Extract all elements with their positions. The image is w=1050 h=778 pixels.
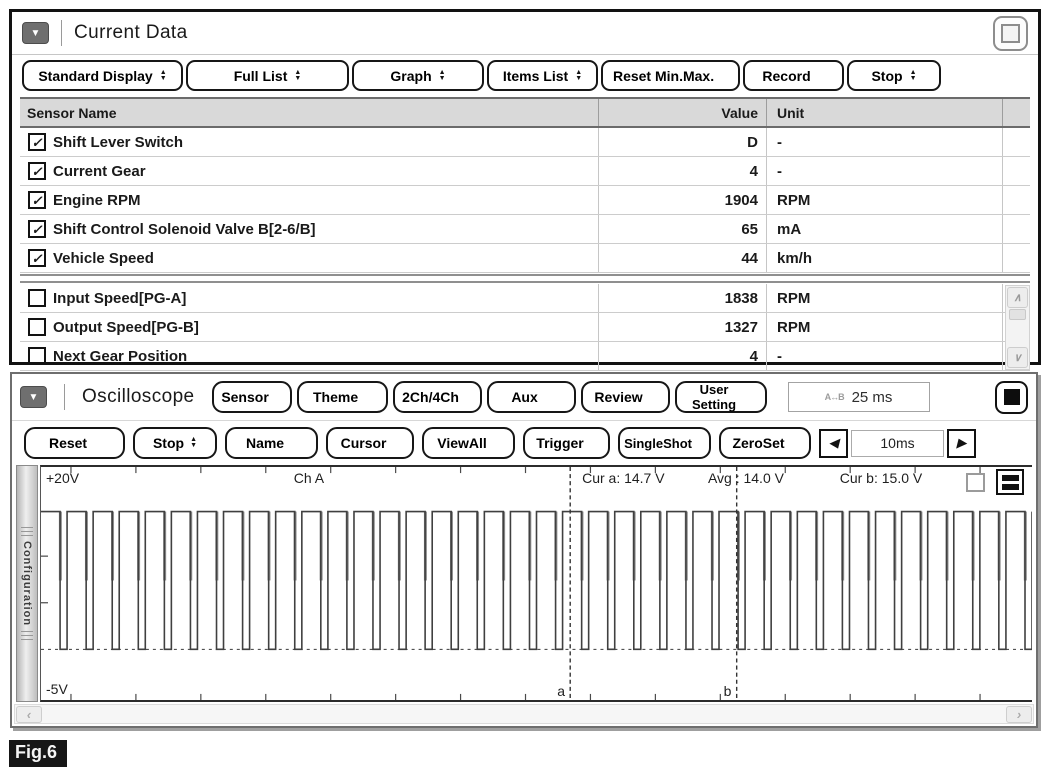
sensor-value-cell [598,284,766,312]
sensor-name-cell [20,157,598,185]
toolbar-button[interactable] [847,60,941,91]
scroll-up-button[interactable] [1007,287,1028,308]
sensor-name: Output Speed[PG-B] [53,318,199,336]
sensor-value-cell [598,128,766,156]
column-header-gutter [1002,99,1030,126]
chevron-right-icon: › [1016,706,1022,722]
timebase-increase-button[interactable] [947,429,976,458]
toolbar-button-label: Full List [233,67,288,84]
gutter-cell [1002,215,1030,243]
triangle-left-icon: ◀ [828,435,839,450]
divider [61,20,62,46]
sensor-name: Shift Control Solenoid Valve B[2-6/B] [53,220,316,238]
table-row[interactable] [20,157,1030,186]
channel-checkbox[interactable] [966,473,985,492]
current-data-toolbar [12,55,1038,97]
bottom-voltage-label: -5V [46,681,68,697]
sensor-name: Engine RPM [53,191,141,209]
chevron-down-icon: ▼ [28,391,39,403]
timebase-decrease-button[interactable] [819,429,848,458]
toolbar-button-label: Reset Min.Max. [612,67,715,84]
table-row[interactable] [20,313,1030,342]
sensor-unit-cell [766,128,1002,156]
waveform-plot [41,467,1032,700]
toolbar-button[interactable] [22,60,183,91]
scope-toolbar-button-label: Cursor [340,435,387,451]
oscilloscope-toolbar-bottom-row [12,421,1036,465]
gutter-cell [1002,157,1030,185]
scope-toolbar-button[interactable] [719,427,811,459]
chevron-down-icon: ▼ [30,27,41,39]
bar-icon [1002,484,1019,490]
column-header-sensor-name: Sensor Name [27,104,117,121]
toolbar-button-label: Record [762,67,811,84]
sensor-unit-cell [766,313,1002,341]
sensor-unit: mA [777,220,802,238]
chevron-down-icon: ∨ [1013,352,1022,364]
sensor-unit: - [777,347,782,365]
collapse-button[interactable] [22,22,49,44]
timebase-value: 10ms [851,430,944,457]
primary-rows [20,128,1030,273]
gutter-cell [1002,128,1030,156]
scroll-down-button[interactable] [1007,347,1028,368]
sensor-value-cell [598,186,766,214]
scope-toolbar-button-label: SingleShot [624,435,692,451]
scope-toolbar-button[interactable] [326,427,414,459]
sensor-name: Input Speed[PG-A] [53,289,187,307]
sensor-unit: - [777,133,782,151]
timebase-stepper [819,429,976,458]
current-data-header [12,12,1038,55]
sensor-table [20,97,1030,371]
grip-icon [21,527,33,536]
scope-toolbar-button-label: Review [594,389,643,405]
top-voltage-label: +20V [46,470,80,486]
spinner-icon: ▲ ▼ [294,68,302,82]
check-icon: ✓ [31,250,43,266]
scope-toolbar-button[interactable] [393,381,482,413]
sensor-name-cell [20,215,598,243]
row-checkbox[interactable] [28,133,46,151]
current-data-panel [9,9,1041,365]
scope-toolbar-button[interactable] [675,381,767,413]
table-row[interactable] [20,342,1030,371]
scope-toolbar-button-label: User Setting [692,382,737,412]
chevron-up-icon: ∧ [1013,292,1022,304]
divider [64,384,65,410]
scope-toolbar-button-label: Trigger [536,435,584,451]
scope-toolbar-button[interactable] [618,427,711,459]
check-icon: ✓ [31,221,43,237]
sensor-value: 1904 [724,191,758,209]
secondary-rows [20,284,1030,371]
sensor-value: 44 [741,249,758,267]
toolbar-button[interactable] [487,60,598,91]
sensor-name: Current Gear [53,162,146,180]
cursor-b-readout: Cur b: 15.0 V [839,470,923,486]
gutter-cell [1002,244,1030,272]
scrollbar-track[interactable] [1006,320,1029,346]
scope-toolbar-button[interactable] [24,427,125,459]
scope-display-area [16,465,1032,702]
vertical-scrollbar[interactable] [1005,285,1030,370]
sensor-value: 65 [741,220,758,238]
spinner-icon: ▲ ▼ [575,68,583,82]
toolbar-button[interactable] [186,60,349,91]
table-row[interactable] [20,215,1030,244]
sensor-unit-cell [766,244,1002,272]
maximize-button[interactable] [993,16,1028,51]
table-row[interactable] [20,186,1030,215]
scope-toolbar-button-label: Aux [511,389,538,405]
scope-toolbar-button-label: Stop [152,435,185,451]
gutter-cell [1002,186,1030,214]
spinner-icon: ▲ ▼ [190,436,198,449]
row-checkbox[interactable] [28,249,46,267]
toolbar-button[interactable] [601,60,740,91]
sensor-value-cell [598,313,766,341]
configuration-tab-label: Configuration [21,540,33,627]
cursor-delta-icon: A↔B [824,392,844,402]
collapse-button[interactable] [20,386,47,408]
sensor-unit: - [777,162,782,180]
column-header-unit: Unit [766,99,1002,126]
oscilloscope-header [12,374,1036,421]
sensor-value: 1327 [724,318,758,336]
scope-toolbar-button-label: ViewAll [437,435,487,451]
sensor-unit: km/h [777,249,813,267]
sensor-value-cell [598,157,766,185]
sensor-unit-cell [766,157,1002,185]
table-row[interactable] [20,284,1030,313]
toolbar-button-label: Standard Display [38,67,153,84]
scope-toolbar-button-label: ZeroSet [732,435,785,451]
check-icon: ✓ [31,163,43,179]
scope-toolbar-button-label: Sensor [221,389,269,405]
row-checkbox[interactable] [28,347,46,365]
average-readout: Avg : 14.0 V [707,470,784,486]
spinner-icon: ▲ ▼ [159,68,167,82]
sensor-unit-cell [766,215,1002,243]
sensor-name: Next Gear Position [53,347,188,365]
sensor-unit-cell [766,342,1002,370]
cursor-delta-value: 25 ms [851,388,893,406]
toolbar-button[interactable] [743,60,844,91]
row-checkbox[interactable] [28,162,46,180]
cursor-a-readout: Cur a: 14.7 V [582,470,665,486]
filled-square-icon [1004,389,1020,405]
sensor-unit: RPM [777,191,811,209]
cursor-a-marker-label: a [557,683,565,699]
sensor-value: 4 [749,347,758,365]
sensor-name: Shift Lever Switch [53,133,184,151]
sensor-name-cell [20,128,598,156]
sensor-name-cell [20,313,598,341]
sensor-name-cell [20,284,598,312]
scope-toolbar-button-label: Theme [312,389,359,405]
channel-label: Ch A [293,470,325,486]
cursor-b-marker-label: b [723,683,732,699]
sensor-value: 1838 [724,289,758,307]
sensor-value-cell [598,244,766,272]
scope-toolbar-button[interactable] [297,381,388,413]
toolbar-button-label: Graph [390,67,432,84]
check-icon: ✓ [31,192,43,208]
display-mode-button[interactable] [995,381,1028,414]
bar-icon [1002,475,1019,481]
scope-toolbar-button[interactable] [523,427,610,459]
sensor-value: 4 [749,162,758,180]
scrollbar-thumb[interactable] [1009,309,1026,320]
scope-toolbar-button[interactable] [133,427,217,459]
sensor-name-cell [20,244,598,272]
scope-toolbar-button[interactable] [212,381,292,413]
panel-title: Current Data [74,22,188,43]
sensor-name: Vehicle Speed [53,249,154,267]
row-checkbox[interactable] [28,318,46,336]
configuration-side-tab[interactable] [16,465,38,702]
spinner-icon: ▲ ▼ [909,68,917,82]
toolbar-button[interactable] [352,60,484,91]
maximize-icon [1001,24,1020,43]
sensor-unit: RPM [777,289,811,307]
row-checkbox[interactable] [28,191,46,209]
sensor-unit-cell [766,284,1002,312]
triangle-right-icon: ▶ [956,435,967,450]
sensor-unit: RPM [777,318,811,336]
figure-label: Fig.6 [9,740,67,767]
table-row[interactable] [20,128,1030,157]
scope-toolbar-button-label: Name [245,435,285,451]
grip-icon [21,631,33,640]
table-row[interactable] [20,244,1030,273]
sensor-value-cell [598,215,766,243]
toolbar-button-label: Stop [871,67,903,84]
panel-title: Oscilloscope [82,386,195,407]
scroll-left-button[interactable] [16,706,42,723]
oscilloscope-panel [10,372,1038,728]
channel-display-button[interactable] [996,469,1024,495]
cursor-delta-display [788,382,930,412]
sensor-value-cell [598,342,766,370]
scroll-right-button[interactable] [1006,706,1032,723]
row-group-separator [20,274,1030,283]
column-header-value: Value [598,99,766,126]
scope-toolbar-button[interactable] [422,427,515,459]
scope-toolbar-button-label: 2Ch/4Ch [402,389,459,405]
sensor-name-cell [20,342,598,370]
scope-toolbar-button[interactable] [581,381,670,413]
scope-toolbar-button[interactable] [487,381,576,413]
scope-toolbar-button-label: Reset [48,435,88,451]
check-icon: ✓ [31,134,43,150]
sensor-unit-cell [766,186,1002,214]
sensor-value: D [747,133,758,151]
table-header-row [20,97,1030,128]
horizontal-scrollbar[interactable] [14,704,1034,724]
scope-toolbar-button[interactable] [225,427,318,459]
row-checkbox[interactable] [28,220,46,238]
spinner-icon: ▲ ▼ [438,68,446,82]
toolbar-button-label: Items List [502,67,569,84]
chevron-left-icon: ‹ [26,706,32,722]
sensor-name-cell [20,186,598,214]
waveform-grid [40,465,1032,702]
row-checkbox[interactable] [28,289,46,307]
